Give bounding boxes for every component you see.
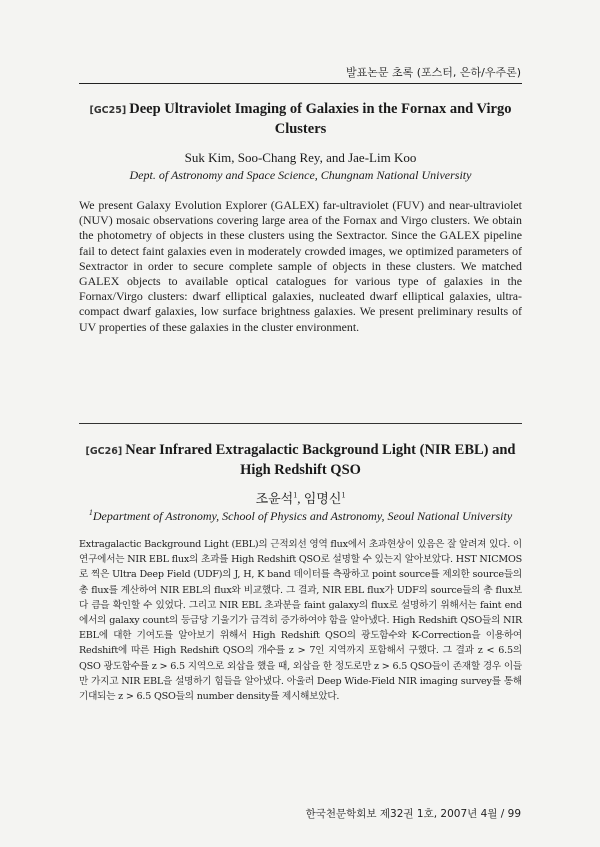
author-name: 임명신 bbox=[303, 491, 342, 506]
abstract-gc26 bbox=[79, 441, 522, 704]
abstract-body: Extragalactic Background Light (EBL)의 근적외선 영역 flux에서 초과현상이 있음은 잘 알려져 있다. 이 연구에서는 NIR EBL flux의 초과를 High Redshift QSO로 설명할 수 있는지 알아보았다. HST NICMOS로 찍은 Ultra Deep Field (UDF)의 J, H, K band 데이터를 측광하고 point source를 제외한 source들의 총 flux를 계산하여 NIR EBL의 flux와 비교했다. 그 결과, NIR EBL flux가 UDF의 source들의 총 flux보다 큼을 확인할 수 있었다. 그리고 NIR EBL 초과분을 faint galaxy의 flux로 설명하기 위해서는 faint end에서의 galaxy count의 등급당 기울기가 급격히 증가하여야 함을 알아냈다. High Redshift QSO들의 NIR EBL에 대한 기여도를 알아보기 위해서 High Redshift QSO의 광도함수와 K-Correction을 이용하여 Redshift에 따른 High Redshift QSO의 개수를 z > 7인 지역까지 포함해서 구했다. 그 결과 z < 6.5의 QSO 광도함수를 z > 6.5 지역으로 외삽을 했을 때, 외삽을 한 정도로만 z > 6.5 QSO들이 존재할 경우 이들만 가지고 NIR EBL을 설명하기 힘들을 알아냈다. 아울러 Deep Wide-Field NIR imaging survey를 통해 기대되는 z > 6.5 QSO들의 number density를 제시해보았다. bbox=[79, 539, 522, 703]
running-head: 발표논문 초록 (포스터, 은하/우주론) bbox=[345, 66, 521, 79]
abstract-title-text: Deep Ultraviolet Imaging of Galaxies in the Fornax and Virgo Clusters bbox=[129, 101, 512, 137]
section-divider bbox=[79, 423, 522, 424]
page-footer: 한국천문학회보 제32권 1호, 2007년 4월 / 99 bbox=[305, 808, 521, 820]
author-separator: , bbox=[297, 491, 304, 506]
abstract-authors bbox=[79, 490, 522, 507]
affiliation-superscript: 1 bbox=[88, 508, 93, 517]
abstract-affiliation: Dept. of Astronomy and Space Science, Chungnam National University bbox=[129, 168, 472, 182]
author-name: 조윤석 bbox=[255, 491, 294, 506]
abstract-affiliation bbox=[79, 509, 522, 524]
abstract-title bbox=[79, 100, 522, 138]
abstract-title-text: Near Infrared Extragalactic Background Light (NIR EBL) and High Redshift QSO bbox=[125, 442, 516, 478]
abstract-body: We present Galaxy Evolution Explorer (GALEX) far-ultraviolet (FUV) and near-ultraviolet (NUV) mosaic observations covering large area of the Fornax and Virgo clusters. We obtain the photometry of objects in these clusters using the Sextractor. Since the GALEX pipeline fail to detect faint galaxies even in moderately crowded images, we optimized parameters of Sextractor in order to secure complete sample of objects in these clusters. We matched GALEX objects to available optical catalogues for various type of galaxies in the Fornax/Virgo clusters: dwarf elliptical galaxies, nucleated dwarf elliptical galaxies, ultra-compact dwarf galaxies, low surface brightness galaxies. We present preliminary results of UV properties of these galaxies in the cluster environment. bbox=[79, 198, 522, 334]
abstract-authors: Suk Kim, Soo-Chang Rey, and Jae-Lim Koo bbox=[184, 150, 417, 165]
author-superscript: 1 bbox=[293, 490, 298, 500]
abstract-code: [GC26] bbox=[85, 446, 123, 457]
abstract-code: [GC25] bbox=[89, 105, 127, 116]
header-rule bbox=[79, 83, 522, 84]
abstract-gc25 bbox=[79, 100, 522, 335]
author-superscript: 1 bbox=[341, 490, 346, 500]
abstract-title bbox=[79, 441, 522, 479]
affiliation-text: Department of Astronomy, School of Physics and Astronomy, Seoul National University bbox=[92, 509, 513, 523]
